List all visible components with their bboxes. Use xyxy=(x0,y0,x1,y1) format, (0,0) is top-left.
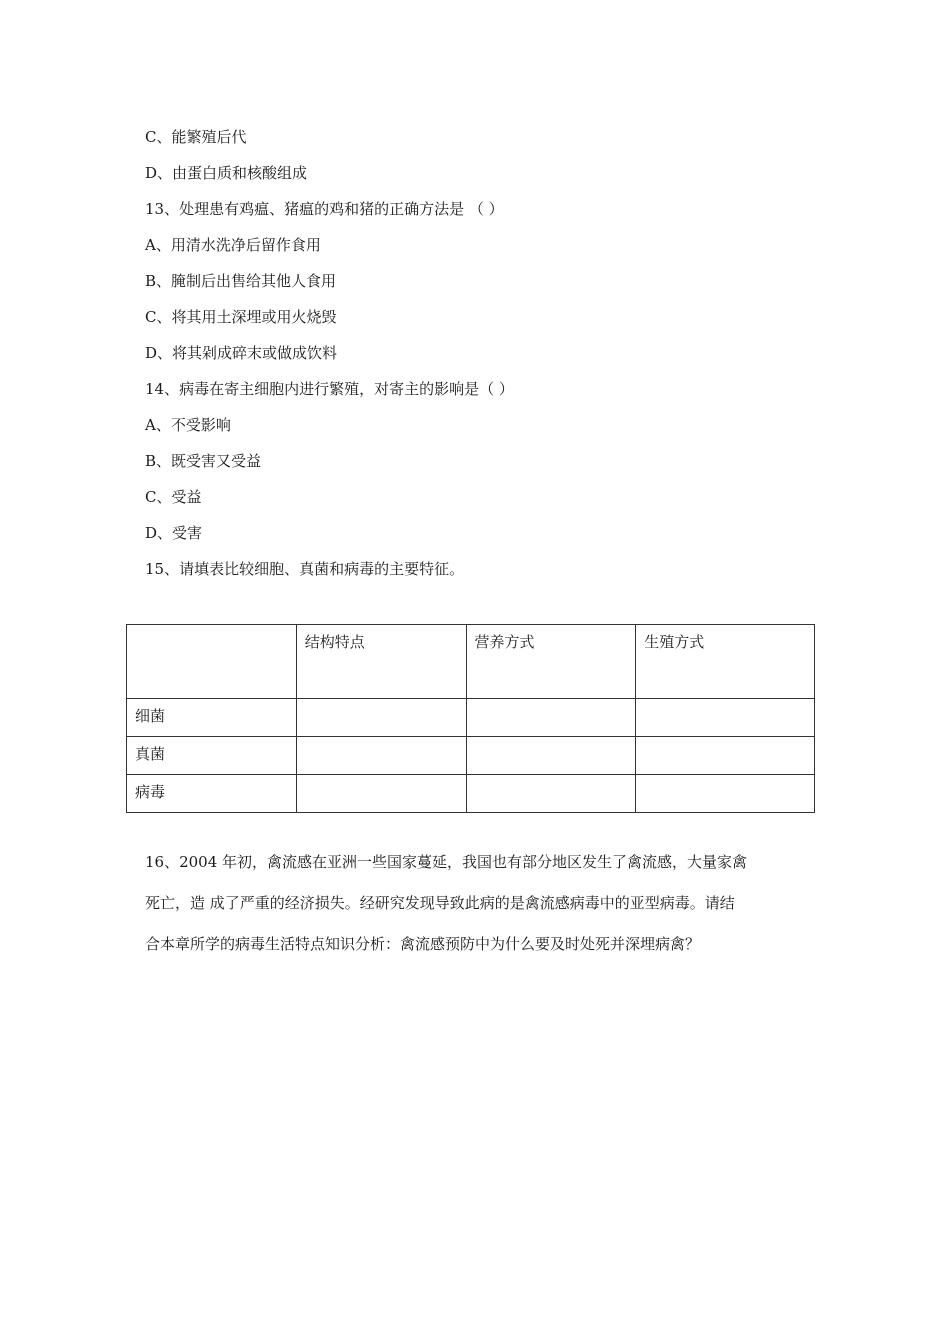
table-cell[interactable] xyxy=(466,775,636,813)
q12-option-d: D、由蛋白质和核酸组成 xyxy=(145,164,308,182)
table-cell[interactable] xyxy=(466,737,636,775)
q14-question: 14、病毒在寄主细胞内进行繁殖，对寄主的影响是（ ） xyxy=(145,380,514,398)
table-row-label: 细菌 xyxy=(127,699,297,737)
q13-option-a: A、用清水洗净后留作食用 xyxy=(145,236,321,254)
q16-line-3: 合本章所学的病毒生活特点知识分析：禽流感预防中为什么要及时处死并深埋病禽？ xyxy=(145,935,701,953)
table-header-cell xyxy=(127,625,297,699)
q13-option-b: B、腌制后出售给其他人食用 xyxy=(145,272,337,290)
table-row xyxy=(127,699,815,737)
q14-option-a: A、不受影响 xyxy=(145,416,231,434)
q13-option-c: C、将其用土深埋或用火烧毁 xyxy=(145,308,337,326)
q12-option-c: C、能繁殖后代 xyxy=(145,128,247,146)
q14-option-b: B、既受害又受益 xyxy=(145,452,262,470)
comparison-table xyxy=(126,624,815,813)
q16-line-1: 16、2004 年初，禽流感在亚洲一些国家蔓延，我国也有部分地区发生了禽流感，大量家禽 xyxy=(145,853,748,871)
table-row-label: 病毒 xyxy=(127,775,297,813)
table-header-row xyxy=(127,625,815,699)
q14-option-d: D、受害 xyxy=(145,524,203,542)
q16-line-2: 死亡，造 成了严重的经济损失。经研究发现导致此病的是禽流感病毒中的亚型病毒。请结 xyxy=(145,894,735,912)
table-header-cell: 结构特点 xyxy=(296,625,466,699)
table-header-cell: 营养方式 xyxy=(466,625,636,699)
q15-question: 15、请填表比较细胞、真菌和病毒的主要特征。 xyxy=(145,560,465,578)
table-cell[interactable] xyxy=(466,699,636,737)
q13-question: 13、处理患有鸡瘟、猪瘟的鸡和猪的正确方法是 （ ） xyxy=(145,200,504,218)
table-header-cell: 生殖方式 xyxy=(636,625,815,699)
table-row xyxy=(127,775,815,813)
table-row xyxy=(127,737,815,775)
table-cell[interactable] xyxy=(636,775,815,813)
table-cell[interactable] xyxy=(636,699,815,737)
table-cell[interactable] xyxy=(296,775,466,813)
q14-option-c: C、受益 xyxy=(145,488,202,506)
table-cell[interactable] xyxy=(296,737,466,775)
table-cell[interactable] xyxy=(636,737,815,775)
table-row-label: 真菌 xyxy=(127,737,297,775)
table-cell[interactable] xyxy=(296,699,466,737)
q13-option-d: D、将其剁成碎末或做成饮料 xyxy=(145,344,338,362)
